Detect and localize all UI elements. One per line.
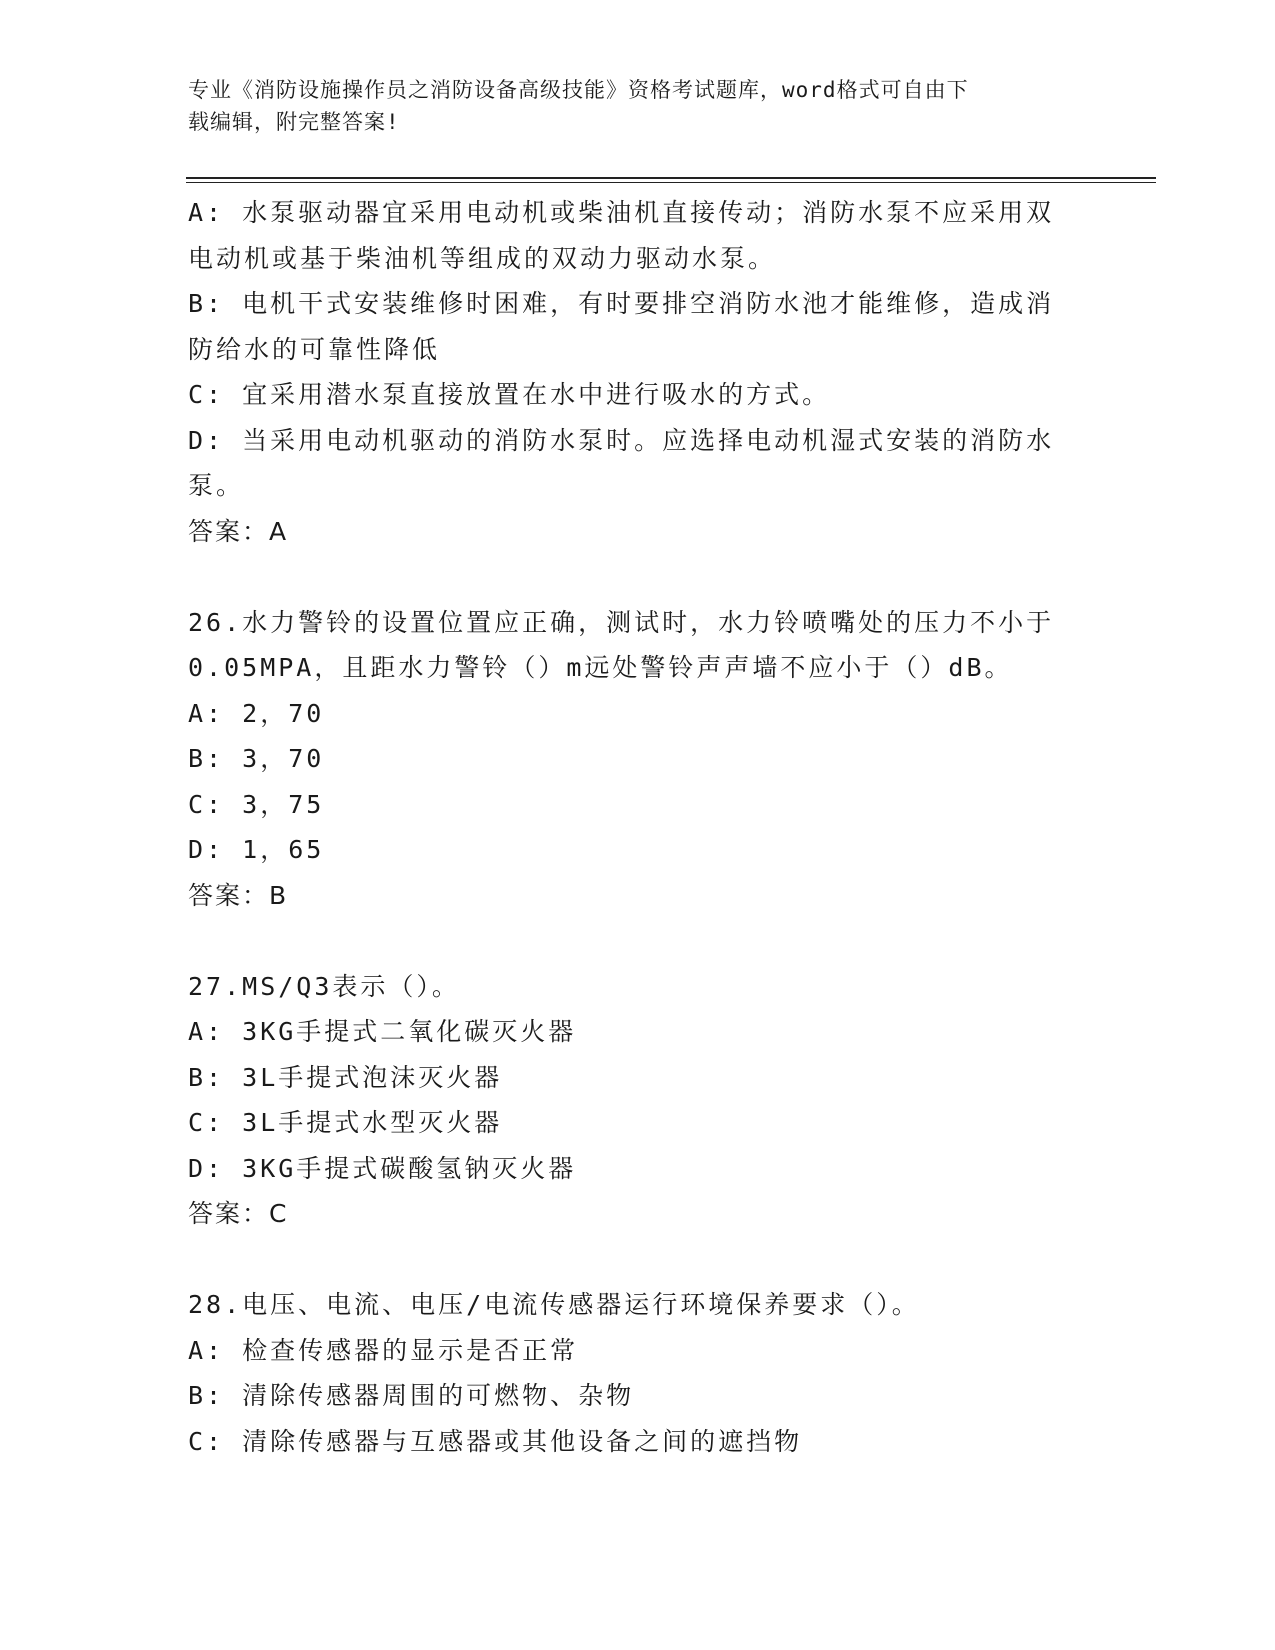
option-a: A: 检查传感器的显示是否正常	[188, 1335, 579, 1365]
option-text: D: 当采用电动机驱动的消防水泵时。应选择电动机湿式安装的消防水	[188, 425, 1055, 455]
option-a: A: 2，70	[188, 698, 325, 728]
question-stem: 0.05MPA，且距水力警铃（）m远处警铃声声墙不应小于（）dB。	[188, 653, 1013, 682]
spacer	[188, 554, 1088, 600]
option-text: 电动机或基于柴油机等组成的双动力驱动水泵。	[188, 243, 777, 273]
spacer	[188, 1237, 1088, 1283]
option-text: C: 宜采用潜水泵直接放置在水中进行吸水的方式。	[188, 380, 831, 409]
option-c: C: 3L手提式水型灭火器	[188, 1108, 503, 1137]
option-b: B: 3，70	[188, 744, 325, 773]
question-block	[188, 964, 1088, 1237]
spacer	[188, 918, 1088, 964]
option-text: 泵。	[188, 471, 245, 500]
header-rule-thin	[186, 182, 1156, 183]
option-text: 防给水的可靠性降低	[188, 334, 441, 364]
document-header	[188, 74, 1068, 138]
option-a: A: 3KG手提式二氧化碳灭火器	[188, 1017, 577, 1046]
option-c: C: 3，75	[188, 789, 325, 819]
option-text: A: 水泵驱动器宜采用电动机或柴油机直接传动；消防水泵不应采用双	[188, 198, 1055, 227]
header-rule-thick	[186, 177, 1156, 179]
answer-line: 答案：A	[188, 516, 289, 546]
header-line-2: 载编辑，附完整答案!	[188, 110, 400, 134]
option-c: C: 清除传感器与互感器或其他设备之间的遮挡物	[188, 1426, 803, 1456]
question-block	[188, 600, 1088, 919]
answer-line: 答案：C	[188, 1199, 289, 1228]
question-stem: 26.水力警铃的设置位置应正确，测试时，水力铃喷嘴处的压力不小于	[188, 607, 1055, 637]
option-b: B: 3L手提式泡沫灭火器	[188, 1062, 503, 1092]
question-list	[188, 190, 1088, 1464]
question-block	[188, 190, 1088, 554]
question-block	[188, 1282, 1088, 1464]
header-line-1: 专业《消防设施操作员之消防设备高级技能》资格考试题库，word格式可自由下	[188, 78, 969, 102]
option-b: B: 清除传感器周围的可燃物、杂物	[188, 1381, 635, 1410]
option-text: B: 电机干式安装维修时困难，有时要排空消防水池才能维修，造成消	[188, 289, 1055, 318]
option-d: D: 3KG手提式碳酸氢钠灭火器	[188, 1153, 577, 1183]
question-stem: 27.MS/Q3表示（）。	[188, 971, 460, 1001]
question-stem: 28.电压、电流、电压/电流传感器运行环境保养要求（）。	[188, 1290, 920, 1319]
answer-line: 答案：B	[188, 880, 289, 910]
option-d: D: 1，65	[188, 835, 325, 864]
